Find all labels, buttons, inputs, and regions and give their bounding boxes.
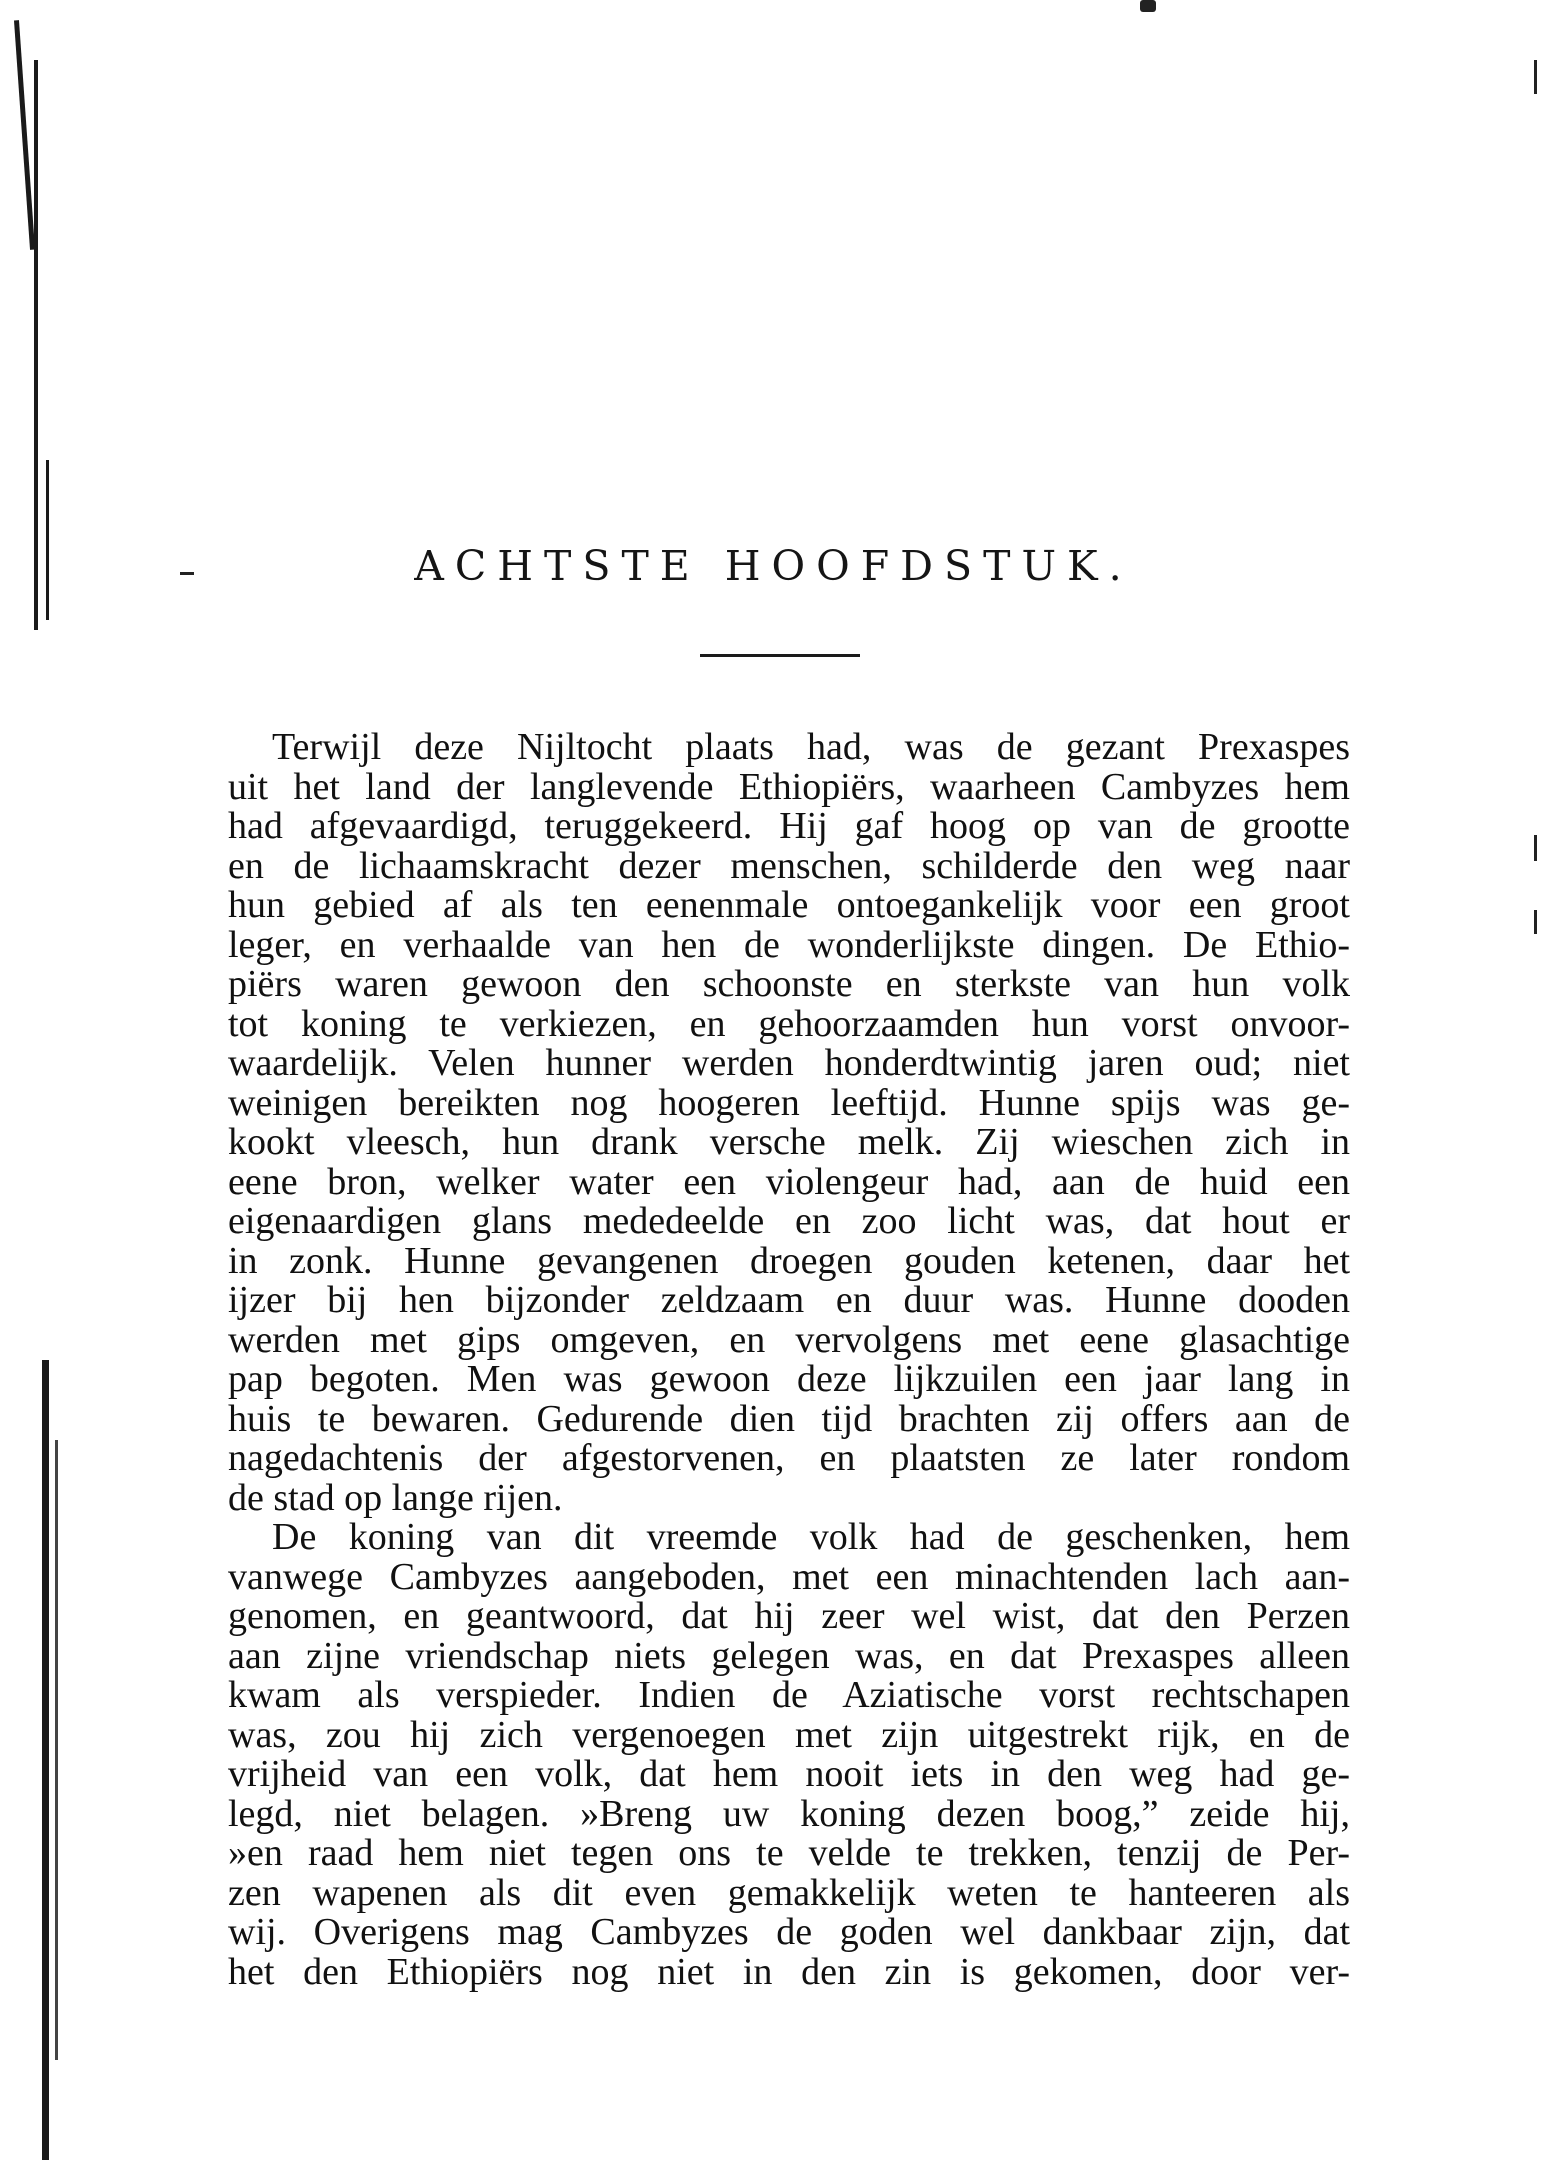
text-line: kwam als verspieder. Indien de Aziatische vorst rechtschapen [228,1674,1350,1716]
text-line: piërs waren gewoon den schoonste en sterkste van hun volk [228,963,1350,1005]
scan-speck [1140,0,1156,12]
text-line: in zonk. Hunne gevangenen droegen gouden ketenen, daar het [228,1239,1350,1282]
text-line: tot koning te verkiezen, en gehoorzaamden hun vorst onvoor- [228,1002,1350,1045]
text-line: ijzer bij hen bijzonder zeldzaam en duur was. Hunne dooden [228,1279,1350,1321]
scan-speck [1534,835,1537,861]
scan-edge-mark [14,20,35,250]
text-line: nagedachtenis der afgestorvenen, en plaatsten ze later rondom [228,1437,1350,1479]
text-line: leger, en verhaalde van hen de wonderlijkste dingen. De Ethio- [228,923,1350,966]
text-line: hun gebied af als ten eenenmale ontoegankelijk voor een groot [228,884,1350,926]
text-line: uit het land der langlevende Ethiopiërs, waarheen Cambyzes hem [228,765,1350,808]
text-line: en de lichaamskracht dezer menschen, schilderde den weg naar [228,844,1350,887]
scan-edge-mark [55,1440,58,2060]
body-text [228,728,1350,1992]
scan-speck [1534,910,1537,934]
text-line: Terwijl deze Nijltocht plaats had, was de gezant Prexaspes [272,726,1350,768]
text-line: vanwege Cambyzes aangeboden, met een minachtenden lach aan- [228,1555,1350,1598]
text-line: wij. Overigens mag Cambyzes de goden wel dankbaar zijn, dat [228,1911,1350,1953]
text-line: het den Ethiopiërs nog niet in den zin is gekomen, door ver- [228,1950,1350,1993]
chapter-title: ACHTSTE HOOFDSTUK. [414,542,1133,590]
text-line: had afgevaardigd, teruggekeerd. Hij gaf hoog op van de grootte [228,805,1350,847]
text-line: pap begoten. Men was gewoon deze lijkzuilen een jaar lang in [228,1358,1350,1400]
text-line: genomen, en geantwoord, dat hij zeer wel wist, dat den Perzen [228,1595,1350,1637]
title-rule [700,654,860,657]
text-line: aan zijne vriendschap niets gelegen was, en dat Prexaspes alleen [228,1634,1350,1677]
scan-edge-mark [42,1360,49,2160]
text-line: zen wapenen als dit even gemakkelijk weten te hanteeren als [228,1871,1350,1914]
text-line: vrijheid van een volk, dat hem nooit iets in den weg had ge- [228,1753,1350,1795]
text-line: kookt vleesch, hun drank versche melk. Zij wieschen zich in [228,1121,1350,1163]
text-line: eene bron, welker water een violengeur had, aan de huid een [228,1160,1350,1203]
text-line: de stad op lange rijen. [228,1476,563,1519]
text-line: eigenaardigen glans mededeelde en zoo licht was, dat hout er [228,1200,1350,1242]
text-line: De koning van dit vreemde volk had de geschenken, hem [272,1516,1350,1558]
scan-edge-mark [46,460,49,620]
text-line: werden met gips omgeven, en vervolgens met eene glasachtige [228,1318,1350,1361]
text-line: was, zou hij zich vergenoegen met zijn uitgestrekt rijk, en de [228,1713,1350,1756]
scan-speck [1534,60,1537,94]
text-line: huis te bewaren. Gedurende dien tijd brachten zij offers aan de [228,1397,1350,1440]
text-line: legd, niet belagen. »Breng uw koning dezen boog,” zeide hij, [228,1792,1350,1835]
text-line: »en raad hem niet tegen ons te velde te trekken, tenzij de Per- [228,1832,1350,1874]
text-line: waardelijk. Velen hunner werden honderdtwintig jaren oud; niet [228,1042,1350,1084]
text-line: weinigen bereikten nog hoogeren leeftijd. Hunne spijs was ge- [228,1081,1350,1124]
